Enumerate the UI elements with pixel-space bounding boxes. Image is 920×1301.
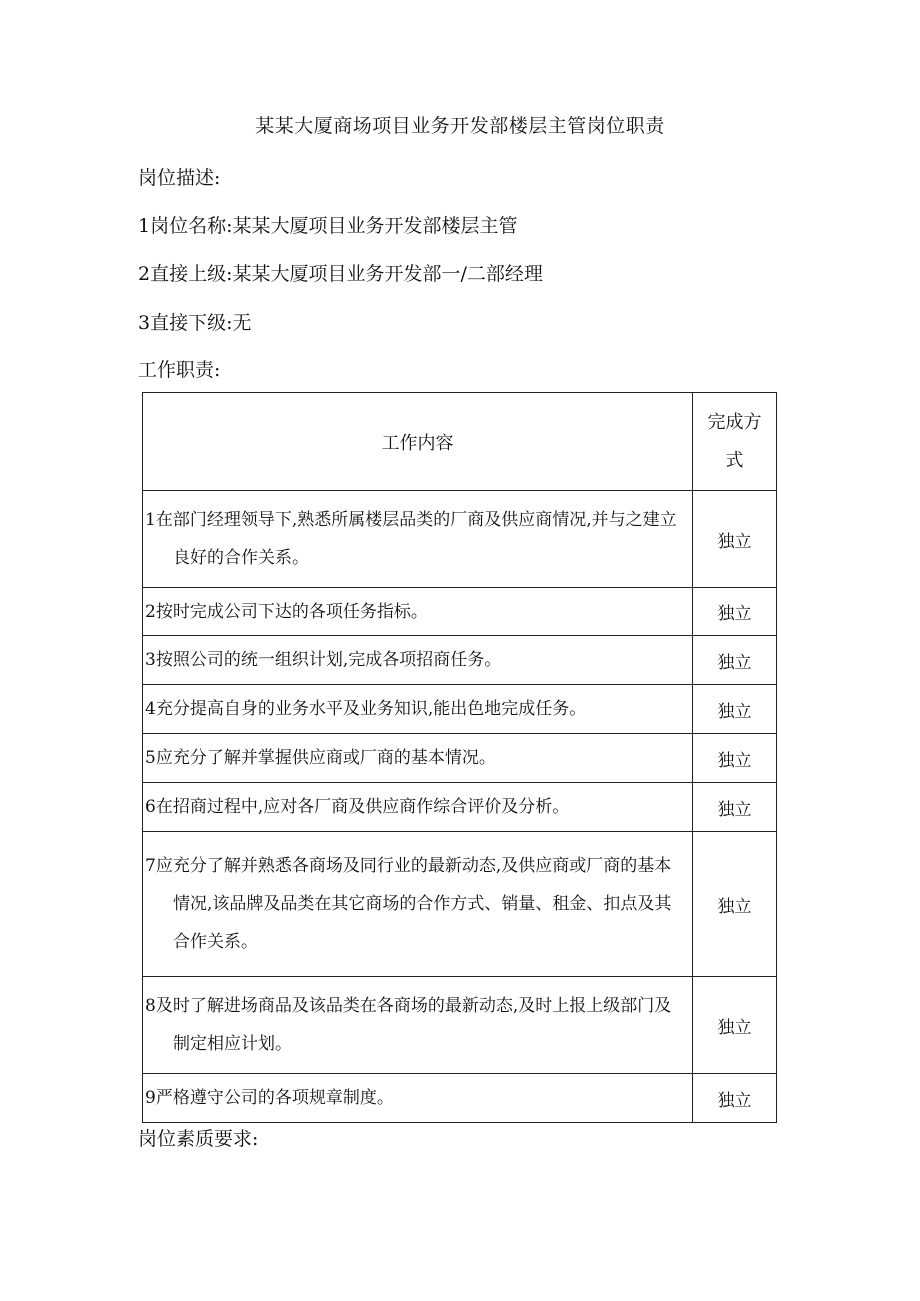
header-completion-mode-line2: 式 xyxy=(725,449,744,471)
task-text: 7应充分了解并熟悉各商场及同行业的最新动态,及供应商或厂商的基本情况,该品牌及品类在其它商场的合作方式、销量、租金、扣点及其合作关系。 xyxy=(145,856,672,952)
task-content xyxy=(143,636,693,685)
table-row xyxy=(143,734,777,783)
task-mode: 独立 xyxy=(693,588,777,636)
table-row xyxy=(143,491,777,588)
task-mode: 独立 xyxy=(693,832,777,977)
table-header-row xyxy=(143,393,777,491)
task-content xyxy=(143,832,693,977)
requirements-heading: 岗位素质要求: xyxy=(138,1128,259,1150)
task-mode: 独立 xyxy=(693,491,777,588)
task-content xyxy=(143,977,693,1074)
table-row xyxy=(143,783,777,832)
table-row xyxy=(143,685,777,734)
position-name: 1岗位名称:某某大厦项目业务开发部楼层主管 xyxy=(138,215,518,237)
task-mode: 独立 xyxy=(693,685,777,734)
direct-superior: 2直接上级:某某大厦项目业务开发部一/二部经理 xyxy=(138,263,543,285)
task-content xyxy=(143,1074,693,1123)
table-row xyxy=(143,1074,777,1123)
table-row xyxy=(143,832,777,977)
task-text: 2按时完成公司下达的各项任务指标。 xyxy=(145,601,428,622)
task-text: 8及时了解进场商品及该品类在各商场的最新动态,及时上报上级部门及制定相应计划。 xyxy=(145,996,672,1054)
task-content xyxy=(143,588,693,636)
task-content xyxy=(143,783,693,832)
task-text: 9严格遵守公司的各项规章制度。 xyxy=(145,1088,394,1108)
header-work-content: 工作内容 xyxy=(143,393,693,491)
table-row xyxy=(143,636,777,685)
task-mode: 独立 xyxy=(693,783,777,832)
task-mode: 独立 xyxy=(693,636,777,685)
duties-table xyxy=(142,392,777,1123)
document-title: 某某大厦商场项目业务开发部楼层主管岗位职责 xyxy=(255,115,665,137)
position-description-heading: 岗位描述: xyxy=(138,167,221,189)
task-text: 5应充分了解并掌握供应商或厂商的基本情况。 xyxy=(145,748,496,768)
task-text: 1在部门经理领导下,熟悉所属楼层品类的厂商及供应商情况,并与之建立良好的合作关系。 xyxy=(145,510,677,568)
table-row xyxy=(143,977,777,1074)
direct-subordinate: 3直接下级:无 xyxy=(138,312,252,334)
task-text: 4充分提高自身的业务水平及业务知识,能出色地完成任务。 xyxy=(145,699,587,719)
header-completion-mode-line1: 完成方 xyxy=(707,411,762,433)
task-mode: 独立 xyxy=(693,977,777,1074)
task-mode: 独立 xyxy=(693,1074,777,1123)
header-completion-mode xyxy=(693,393,777,491)
task-content xyxy=(143,734,693,783)
task-mode: 独立 xyxy=(693,734,777,783)
task-text: 3按照公司的统一组织计划,完成各项招商任务。 xyxy=(145,650,502,670)
task-text: 6在招商过程中,应对各厂商及供应商作综合评价及分析。 xyxy=(145,797,570,817)
duties-heading: 工作职责: xyxy=(138,359,221,381)
table-row xyxy=(143,588,777,636)
task-content xyxy=(143,491,693,588)
task-content xyxy=(143,685,693,734)
